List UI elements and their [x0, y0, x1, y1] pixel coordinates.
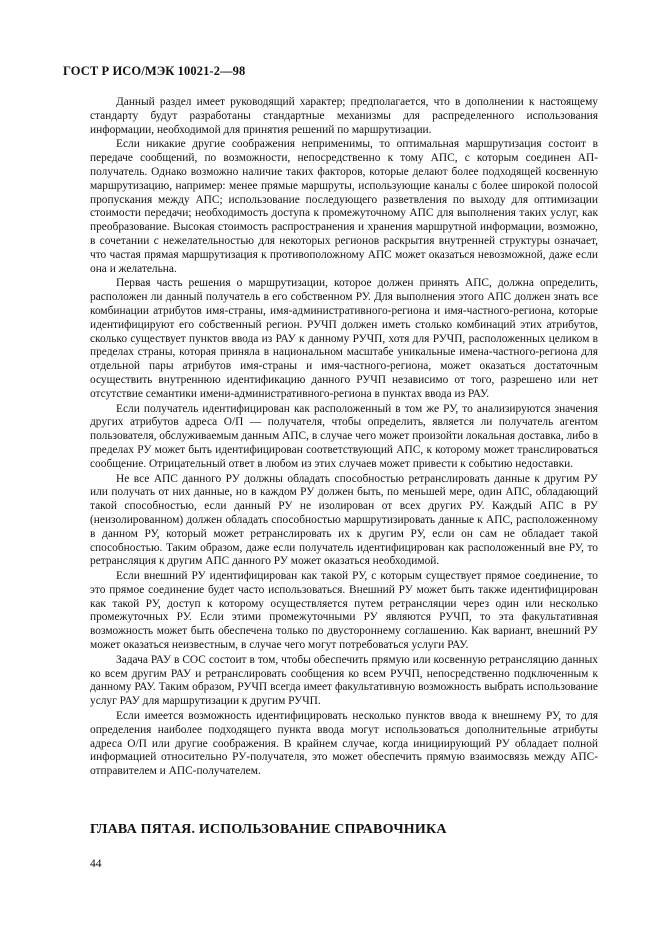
paragraph: Если получатель идентифицирован как расположенный в том же РУ, то анализируются значения других атрибутов адреса О/П — получателя, чтобы определить, является ли получатель агентом пользователя, обслуживаемым данным АПС, в случае чего может произойти локальная доставка, либо в пределах РУ может быть идентифицирован соответствующий АПС, к которому может транслироваться сообщение. Отрицательный ответ в любом из этих случаев может привести к событию недоставки. [90, 402, 598, 470]
body-text [90, 96, 598, 780]
chapter-heading: ГЛАВА ПЯТАЯ. ИСПОЛЬЗОВАНИЕ СПРАВОЧНИКА [90, 822, 447, 837]
paragraph: Первая часть решения о маршрутизации, которое должен принять АПС, должна определить, расположен ли данный получатель в его собственном РУ. Для выполнения этого АПС должен знать все комбинации атрибутов имя-страны, имя-административного-региона и имя-частного-региона, которые идентифицируют его собственный регион. РУЧП должен иметь столько комбинаций этих атрибутов, сколько существует пунктов ввода из РАУ к данному РУЧП, хотя для РУЧП, расположенных целиком в пределах страны, которая приняла в национальном масштабе уникальные имена-частного-региона для отдельной пары атрибутов имя-страны и имя-частного-региона, может оказаться достаточным осуществить внутреннюю идентификацию данного РУЧП независимо от того, разрешено или нет отсутствие семантики имени-административного-региона в пунктах ввода из РАУ. [90, 277, 598, 400]
paragraph: Данный раздел имеет руководящий характер; предполагается, что в дополнении к настоящему стандарту будут разработаны стандартные механизмы для распределенного использования информации, необходимой для принятия решений по маршрутизации. [90, 96, 598, 136]
paragraph: Задача РАУ в СОС состоит в том, чтобы обеспечить прямую или косвенную ретрансляцию данных ко всем другим РАУ и ретранслировать сообщения ко всем РУЧП, непосредственно подключенным к данному РАУ. Таким образом, РУЧП всегда имеет факультативную возможность выбрать использование услуг РАУ для маршрутизации к другим РУЧП. [90, 653, 598, 708]
page-number: 44 [90, 858, 102, 870]
standard-header: ГОСТ Р ИСО/МЭК 10021-2—98 [63, 64, 246, 78]
paragraph: Не все АПС данного РУ должны обладать способностью ретранслировать данные к другим РУ или получать от них данные, но в каждом РУ должен быть, по меньшей мере, один АПС, обладающий такой способностью, если данный РУ не изолирован от всех других РУ. Каждый АПС в РУ (неизолированном) должен обладать способностью маршрутизировать данные к АПС, расположенному в данном РУ, который может ретранслировать их к другим РУ, если он сам не обладает такой способностью. Таким образом, даже если получатель идентифицирован как расположенный вне РУ, то ретрансляция к другим АПС данного РУ может оказаться необходимой. [90, 472, 598, 568]
paragraph: Если никакие другие соображения неприменимы, то оптимальная маршрутизация состоит в передаче сообщений, по возможности, непосредственно к тому АПС, с которым соединен АП-получатель. Однако возможно наличие таких факторов, которые делают более подходящей косвенную маршрутизацию, например: менее прямые маршруты, использующие каналы с более широкой полосой пропускания между АПС; использование последующего разветвления по выходу для оптимизации стоимости передачи; необходимость доступа к промежуточному АПС для выполнения таких услуг, как преобразование. Высокая стоимость распространения и хранения маршрутной информации, возможно, в сочетании с нежелательностью для некоторых регионов раскрытия внутренней структуры означает, что частая прямая маршрутизация к противоположному АПС может оказаться невозможной, даже если она и желательна. [90, 138, 598, 275]
paragraph: Если имеется возможность идентифицировать несколько пунктов ввода к внешнему РУ, то для определения наиболее подходящего пункта ввода могут использоваться дополнительные атрибуты адреса О/П или другие соображения. В крайнем случае, когда инициирующий РУ обладает полной информацией относительно РУ-получателя, это может обеспечить прямую взаимосвязь между АПС-отправителем и АПС-получателем. [90, 710, 598, 778]
paragraph: Если внешний РУ идентифицирован как такой РУ, с которым существует прямое соединение, то это прямое соединение будет часто использоваться. Внешний РУ может быть также идентифицирован как такой РУ, доступ к которому осуществляется путем ретрансляции через один или несколько промежуточных РУ. Если этими промежуточными РУ являются РУЧП, то эта факультативная возможность может быть обеспечена только по двустороннему соглашению. Как вариант, внешний РУ может оказаться неизвестным, в случае чего могут потребоваться услуги РАУ. [90, 570, 598, 652]
